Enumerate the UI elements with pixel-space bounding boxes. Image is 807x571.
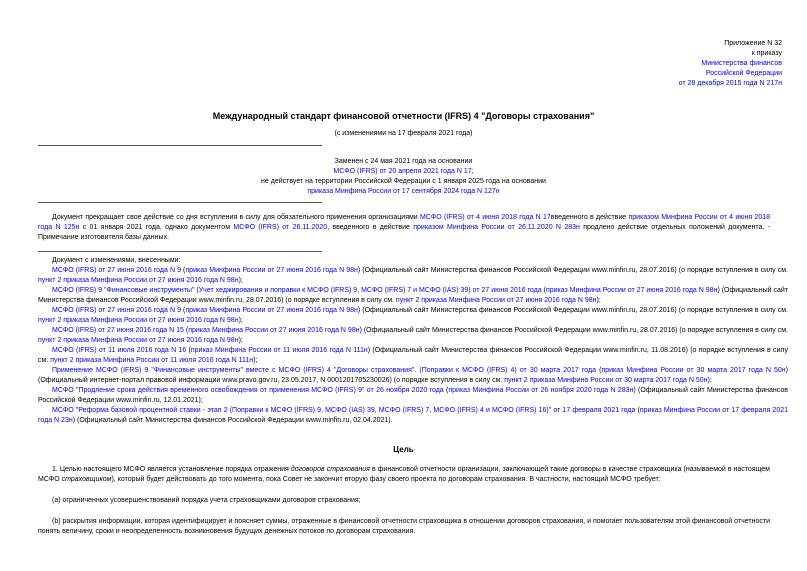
amendment-standard-link[interactable]: МСФО (IFRS) от 27 июня 2016 года N 9 bbox=[52, 307, 181, 314]
goal-text: ), который будет действовать до того момента, пока Совет не закончит вторую фазу своего проекта по договорам страхования. В частности, настоящий МСФО требует: bbox=[111, 476, 661, 483]
amendments-block bbox=[38, 256, 788, 426]
section-heading: Цель bbox=[393, 445, 414, 454]
paren: ( bbox=[186, 347, 191, 354]
amendment-text: ) (Официальный сайт Министерства финансов Российской Федерации www.minfin.ru, 28.07.2016) (о порядке вступления в силу см. bbox=[357, 307, 788, 314]
appendix-link[interactable]: от 28 декабря 2015 года N 217н bbox=[678, 80, 782, 87]
goal-paragraph-1 bbox=[38, 465, 770, 485]
amendment-order-link[interactable]: приказ Минфина России от 30 марта 2017 года N 50н bbox=[601, 367, 786, 374]
amendment-clause-link[interactable]: пункт 2 приказа Минфина России от 27 июня 2016 года N 98н bbox=[38, 317, 239, 324]
amendment-item bbox=[38, 286, 788, 306]
amendment-item bbox=[38, 326, 788, 346]
paren: ( bbox=[635, 407, 640, 414]
replaced-line: не действует на территории Российской Федерации с 1 января 2025 года на основании bbox=[261, 178, 546, 185]
amendment-text: ) (Официальный сайт Министерства финансов Российской Федерации www.minfin.ru, 28.07.2016) (о порядке вступления в силу см. bbox=[357, 267, 788, 274]
amendment-text: ) (Официальный сайт Министерства финансов Российской Федерации www.minfin.ru, 12.01.2021); bbox=[38, 387, 788, 404]
amendment-standard-link[interactable]: МСФО (IFRS) 9 "Финансовые инструменты" (Учет хеджирования и поправки к МСФО (IFRS) 9, МСФО (IFRS) 7 и МСФО (IAS) 39) от 27 июня 2016 года bbox=[52, 287, 542, 294]
amendment-item bbox=[38, 266, 788, 286]
appendix-line: к приказу bbox=[751, 50, 782, 57]
paren: ( bbox=[541, 287, 546, 294]
note-text: Документ прекращает свое действие со дня вступления в силу для обязательного применения организациями bbox=[52, 214, 421, 221]
amendment-item bbox=[38, 386, 788, 406]
replaced-link[interactable]: приказа Минфина России от 17 сентября 2024 года N 127н bbox=[307, 188, 500, 195]
amendment-standard-link[interactable]: МСФО (IFRS) от 27 июня 2016 года N 9 bbox=[52, 267, 181, 274]
amendment-text: ); bbox=[596, 297, 601, 304]
goal-text: в финансовой отчетности организации, заключающей такие договоры в качестве страховщика (называемой в настоящем МСФО bbox=[38, 466, 770, 483]
note-link[interactable]: приказом Минфина России от 26.11.2020 N 283н bbox=[413, 224, 580, 231]
amendment-item bbox=[38, 346, 788, 366]
amendment-clause-link[interactable]: пункт 2 приказа Минфина России от 27 июня 2016 года N 98н bbox=[38, 277, 239, 284]
amendment-text: ) (Официальный сайт Министерства финансов Российской Федерации www.minfin.ru, 28.07.2016) (о порядке вступления в силу см. bbox=[359, 327, 789, 334]
goal-text: 1. Целью настоящего МСФО является установление порядка отражения bbox=[52, 466, 291, 473]
paren: ( bbox=[596, 367, 602, 374]
amendment-text: ); bbox=[707, 377, 712, 384]
note-link[interactable]: МСФО (IFRS) от 4 июня 2018 года N 17 bbox=[420, 214, 551, 221]
note-link[interactable]: приказом Минфина России от 4 июня 2018 года N 125н bbox=[38, 214, 770, 231]
paren: ( bbox=[443, 387, 449, 394]
paren: ( bbox=[183, 327, 189, 334]
termination-note bbox=[38, 213, 770, 243]
amendment-text: ); bbox=[238, 317, 243, 324]
amendment-order-link[interactable]: приказ Минфина России от 17 февраля 2021 года N 23н bbox=[38, 407, 788, 424]
amendment-item bbox=[38, 366, 788, 386]
amendment-order-link[interactable]: приказ Минфина России от 27 июня 2016 года N 98н bbox=[185, 267, 358, 274]
note-link[interactable]: МСФО (IFRS) от 26.11.2020 bbox=[233, 224, 328, 231]
replaced-line: Заменен с 24 мая 2021 года на основании bbox=[334, 158, 473, 165]
amendment-clause-link[interactable]: пункт 2 приказа Минфина России от 11 июля 2016 года N 111н bbox=[50, 357, 254, 364]
goal-term: договоров страхования bbox=[290, 466, 370, 473]
amendment-clause-link[interactable]: пункт 2 приказа Минфина России от 27 июня 2016 года N 98н bbox=[38, 337, 239, 344]
document-title: Международный стандарт финансовой отчетности (IFRS) 4 "Договоры страхования" bbox=[212, 111, 595, 121]
amendment-standard-link[interactable]: МСФО "Продление срока действия временного освобождения от применения МСФО (IFRS) 9" от 26 ноября 2020 года bbox=[52, 387, 444, 394]
amendment-clause-link[interactable]: пункт 2 приказа Минфина России от 27 июня 2016 года N 98н bbox=[395, 297, 597, 304]
amendment-order-link[interactable]: приказ Минфина России от 26 ноября 2020 года N 283н bbox=[448, 387, 634, 394]
appendix-block bbox=[542, 39, 782, 89]
amendment-standard-link[interactable]: МСФО (IFRS) от 11 июля 2016 года N 16 bbox=[52, 347, 187, 354]
amendment-standard-link[interactable]: МСФО (IFRS) от 27 июня 2016 года N 15 bbox=[52, 327, 184, 334]
amendment-clause-link[interactable]: пункт 2 приказа Минфина России от 30 марта 2017 года N 50н bbox=[504, 377, 708, 384]
divider bbox=[38, 202, 322, 203]
amendment-order-link[interactable]: приказ Минфина России от 27 июня 2016 года N 98н bbox=[185, 307, 358, 314]
amendment-text: ) (Официальный сайт Министерства финансов Российской Федерации www.minfin.ru, 11.08.2016) (о порядке вступления в силу см. bbox=[38, 347, 788, 364]
amendment-text: ); bbox=[253, 357, 258, 364]
changes-note: (с изменениями на 17 февраля 2021 года) bbox=[334, 130, 473, 137]
goal-paragraph-3: (b) раскрытия информации, которая идентифицирует и поясняет суммы, отраженные в финансовой отчетности страховщика в отношении договоров страхования, и помогает пользователям этой финансовой отчетности понять величину, сроки и неопределенность возникновения будущих денежных потоков по договорам страхования. bbox=[38, 518, 770, 535]
replaced-note bbox=[0, 157, 807, 197]
amendment-order-link[interactable]: приказ Минфина России от 27 июня 2016 года N 98н bbox=[545, 287, 718, 294]
note-text: продлено действие отдельных положений документа. - Примечание изготовителя базы данных. bbox=[38, 224, 770, 241]
replaced-link[interactable]: МСФО (IFRS) от 20 апреля 2021 года N 17; bbox=[333, 168, 474, 175]
amendment-item bbox=[38, 406, 788, 426]
divider bbox=[38, 251, 322, 252]
appendix-link[interactable]: Российской Федерации bbox=[705, 70, 782, 77]
amendment-standard-link[interactable]: Применение МСФО (IFRS) 9 "Финансовые инструменты" вместе с МСФО (IFRS) 4 "Договоры страхования". (Поправки к МСФО (IFRS) 4) от 30 марта 2017 года bbox=[52, 367, 597, 374]
amendment-text: ) (Официальный сайт Министерства финансов Российской Федерации www.minfin.ru, 28.07.2016) (о порядке вступления в силу см. bbox=[38, 287, 788, 304]
amendments-intro: Документ с изменениями, внесенными: bbox=[52, 257, 181, 264]
amendments-list bbox=[38, 266, 788, 426]
appendix-line: Приложение N 32 bbox=[724, 40, 782, 47]
amendment-text: ); bbox=[238, 277, 243, 284]
goal-paragraph-2: (a) ограниченных усовершенствований порядка учета страховщиками договоров страхования; bbox=[52, 497, 361, 504]
amendment-text: ) (Официальный интернет-портал правовой информации www.pravo.gov.ru, 23.05.2017, N 0001201705230026) (о порядке вступления в силу см. bbox=[38, 367, 788, 384]
amendment-order-link[interactable]: приказ Минфина России от 11 июля 2016 года N 111н bbox=[190, 347, 368, 354]
paren: ( bbox=[180, 307, 186, 314]
appendix-link[interactable]: Министерства финансов bbox=[701, 60, 782, 67]
note-text: , введенного в действие bbox=[327, 224, 414, 231]
goal-term: страховщиком bbox=[61, 476, 112, 483]
note-text: введенного в действие bbox=[550, 214, 629, 221]
paren: ( bbox=[180, 267, 186, 274]
amendment-order-link[interactable]: приказ Минфина России от 27 июня 2016 года N 98н bbox=[188, 327, 360, 334]
amendment-item bbox=[38, 306, 788, 326]
amendment-text: ) (Официальный сайт Министерства финансов Российской Федерации www.minfin.ru, 02.04.2021). bbox=[72, 417, 393, 424]
note-text: с 01 января 2021 года, однако документом bbox=[79, 224, 234, 231]
divider bbox=[38, 145, 322, 146]
amendment-standard-link[interactable]: МСФО "Реформа базовой процентной ставки - этап 2 (Поправки к МСФО (IFRS) 9, МСФО (IAS) 39, МСФО (IFRS) 7, МСФО (IFRS) 4 и МСФО (IFRS) 16)" от 17 февраля 2021 года bbox=[52, 407, 636, 414]
amendment-text: ); bbox=[238, 337, 243, 344]
